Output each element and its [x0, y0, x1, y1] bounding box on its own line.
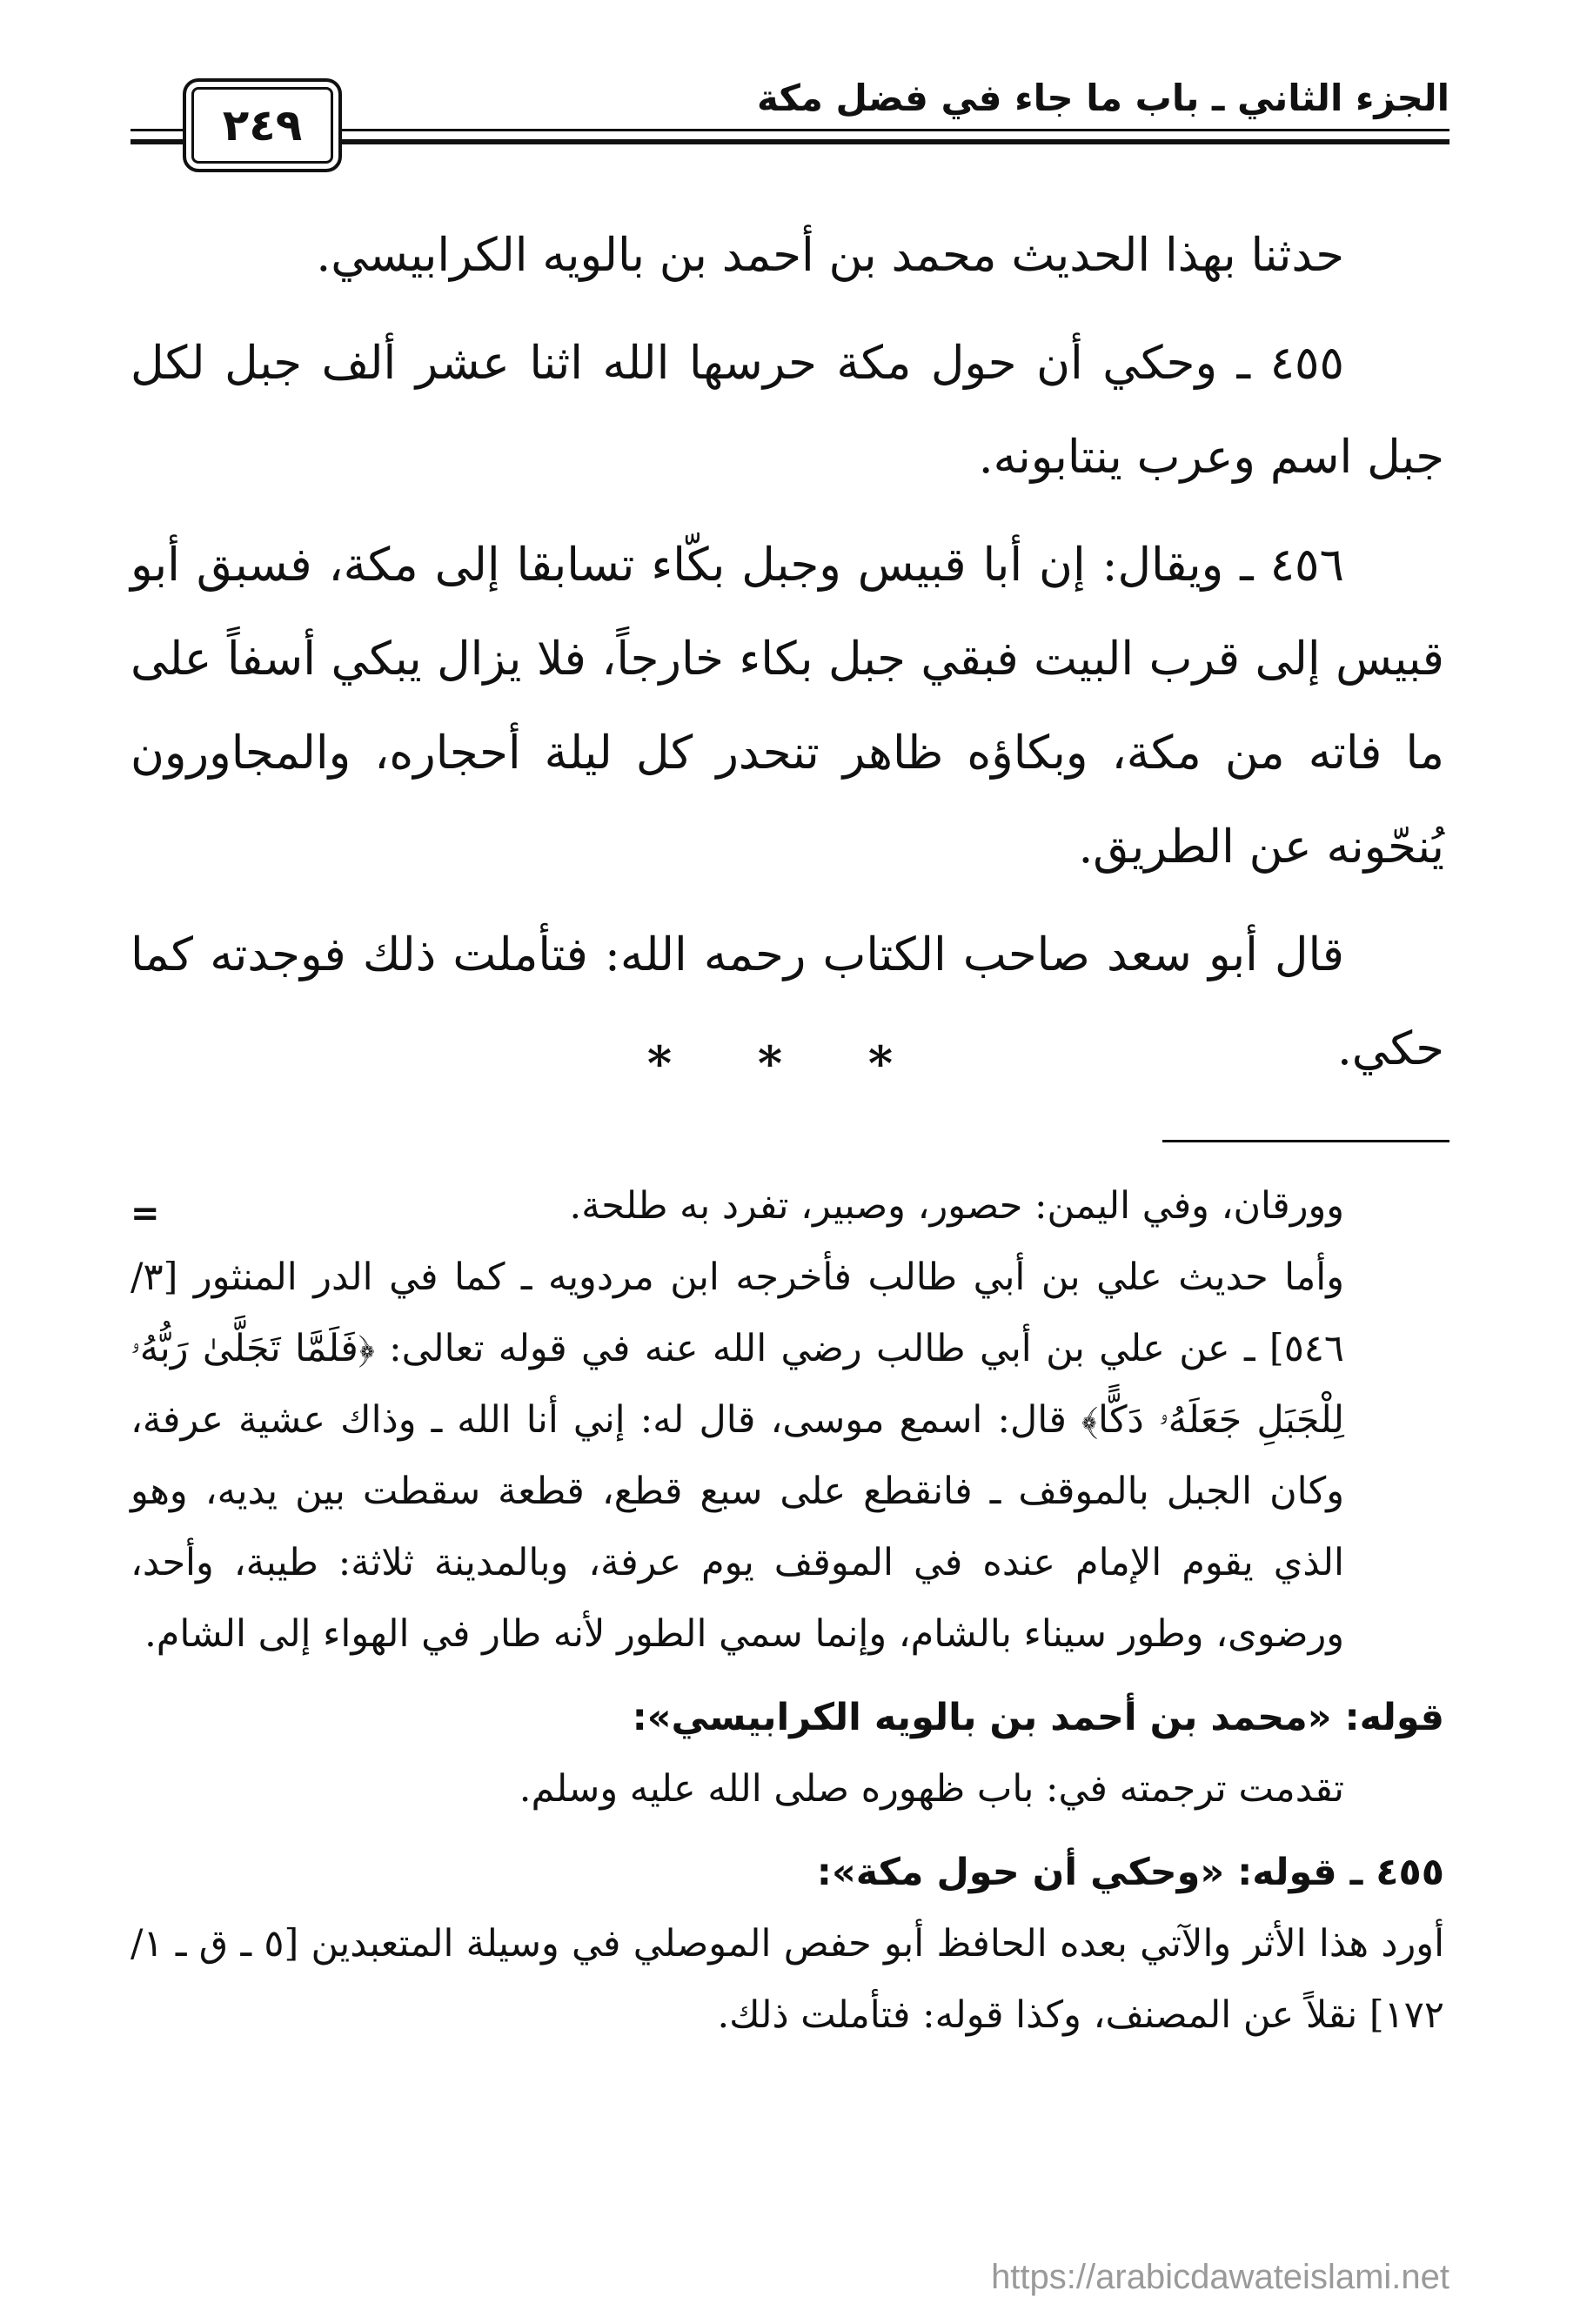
- footnote-continuation-mark: =: [131, 1194, 160, 1234]
- footnote-continued-line: وورقان، وفي اليمن: حصور، وصبير، تفرد به طلحة.: [569, 1184, 1344, 1228]
- section-separator: * * *: [646, 1035, 928, 1091]
- paragraph-455: ٤٥٥ ـ وحكي أن حول مكة حرسها الله اثنا عشر ألف جبل لكل جبل اسم وعرب ينتابونه.: [131, 337, 1444, 484]
- page-number: ٢٤٩: [183, 78, 342, 172]
- main-text: [131, 209, 1444, 1110]
- paragraph-chain: حدثنا بهذا الحديث محمد بن أحمد بن بالويه الكرابيسي.: [316, 229, 1344, 282]
- paragraph-author-remark: قال أبو سعد صاحب الكتاب رحمه الله: فتأملت ذلك فوجدته كما حكي.: [131, 928, 1444, 1075]
- footnote-1-heading: قوله: «محمد بن أحمد بن بالويه الكرابيسي»:: [632, 1696, 1444, 1739]
- running-title: الجزء الثاني ـ باب ما جاء في فضل مكة: [756, 77, 1449, 119]
- watermark: https://arabicdawateislami.net: [991, 2258, 1449, 2296]
- footnote-rule: [1162, 1140, 1449, 1142]
- footnote-1-body: تقدمت ترجمته في: باب ظهوره صلى الله عليه وسلم.: [519, 1767, 1344, 1811]
- paragraph-456: ٤٥٦ ـ ويقال: إن أبا قبيس وجبل بكّاء تسابقا إلى مكة، فسبق أبو قبيس إلى قرب البيت فبقي جبل بكاء خارجاً، فلا يزال يبكي أسفاً على ما فاته من مكة، وبكاؤه ظاهر تنحدر كل ليلة أحجاره، والمجاورون يُنحّونه عن الطريق.: [131, 539, 1444, 874]
- footnotes: [131, 1170, 1444, 2051]
- footnote-2-body: أورد هذا الأثر والآتي بعده الحافظ أبو حفص الموصلي في وسيلة المتعبدين [٥ ـ ق ـ ١/ ١٧٢] نقلاً عن المصنف، وكذا قوله: فتأملت ذلك.: [131, 1922, 1445, 2037]
- footnote-2-heading: ٤٥٥ ـ قوله: «وحكي أن حول مكة»:: [816, 1851, 1444, 1894]
- footnote-continued-paragraph: وأما حديث علي بن أبي طالب فأخرجه ابن مردويه ـ كما في الدر المنثور [٣/ ٥٤٦] ـ عن علي بن أبي طالب رضي الله عنه في قوله تعالى: ﴿فَلَمَّا تَجَلَّىٰ رَبُّهُۥ لِلْجَبَلِ جَعَلَهُۥ دَكًّا﴾ قال: اسمع موسى، قال له: إني أنا الله ـ وذاك عشية عرفة، وكان الجبل بالموقف ـ فانقطع على سبع قطع، قطعة سقطت بين يديه، وهو الذي يقوم الإمام عنده في الموقف يوم عرفة، وبالمدينة ثلاثة: طيبة، وأحد، ورضوى، وطور سيناء بالشام، وإنما سمي الطور لأنه طار في الهواء إلى الشام.: [131, 1256, 1344, 1656]
